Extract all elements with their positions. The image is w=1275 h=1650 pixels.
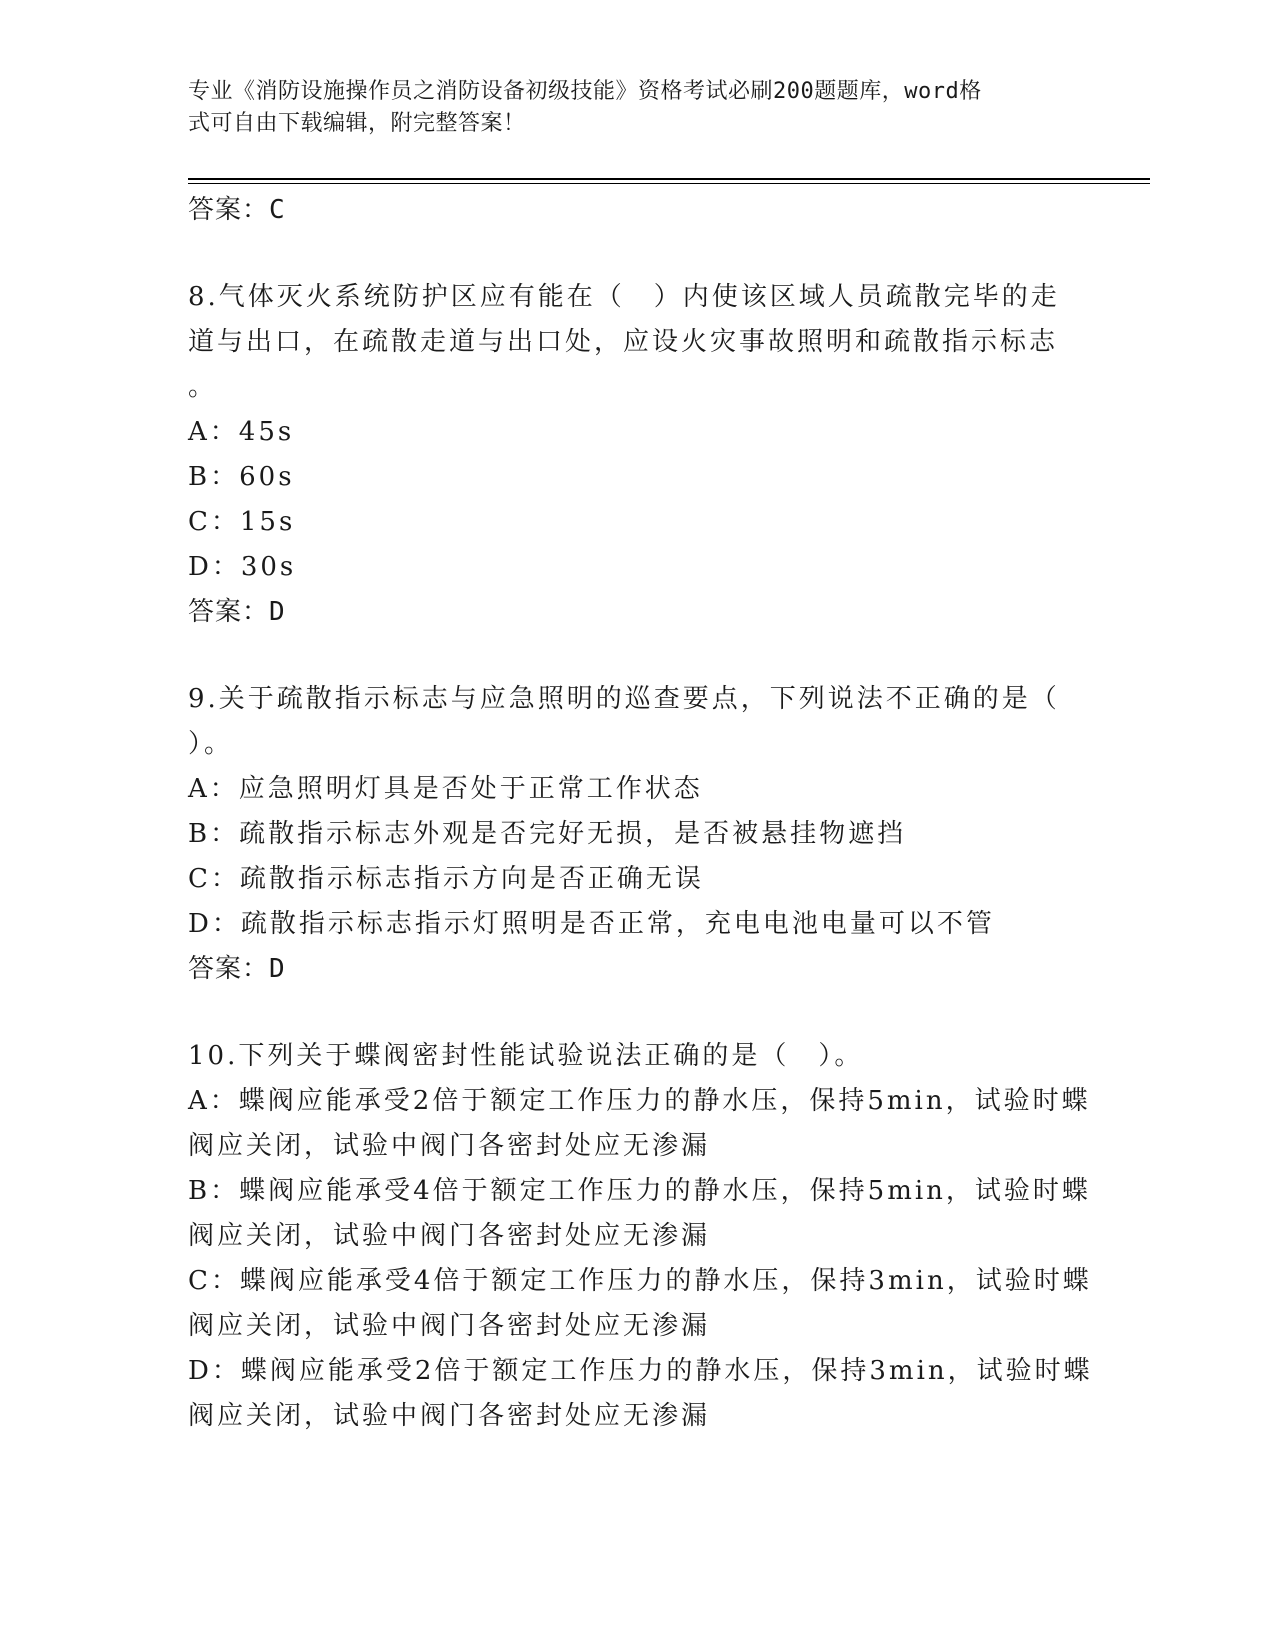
q8-stem-line-2: 道与出口，在疏散走道与出口处，应设火灾事故照明和疏散指示标志 [188,327,1059,357]
q10-stem-line-1: 10.下列关于蝶阀密封性能试验说法正确的是（ ）。 [188,1041,864,1071]
q9-option-b: B：疏散指示标志外观是否完好无损，是否被悬挂物遮挡 [188,819,907,849]
document-header [188,76,1088,140]
question-10 [188,1034,1093,1439]
q8-option-a: A：45s [188,417,295,447]
header-divider-thick [188,178,1150,180]
question-8 [188,275,1088,635]
q8-option-b: B：60s [188,462,295,492]
q10-option-c-line-2: 阀应关闭，试验中阀门各密封处应无渗漏 [188,1311,711,1341]
q10-option-c-line-1: C：蝶阀应能承受4倍于额定工作压力的静水压，保持3min，试验时蝶 [188,1266,1092,1296]
q9-answer: 答案：D [188,954,286,984]
q9-option-d: D：疏散指示标志指示灯照明是否正常，充电电池电量可以不管 [188,909,995,939]
header-divider-thin [188,183,1150,184]
q10-option-b-line-2: 阀应关闭，试验中阀门各密封处应无渗漏 [188,1221,711,1251]
spacer [188,635,1088,677]
q10-option-a-line-1: A：蝶阀应能承受2倍于额定工作压力的静水压，保持5min，试验时蝶 [188,1086,1091,1116]
header-line-2: 式可自由下载编辑，附完整答案！ [188,111,526,136]
q10-option-a-line-2: 阀应关闭，试验中阀门各密封处应无渗漏 [188,1131,711,1161]
q8-option-d: D：30s [188,552,297,582]
q9-option-c: C：疏散指示标志指示方向是否正确无误 [188,864,704,894]
q9-option-a: A：应急照明灯具是否处于正常工作状态 [188,774,703,804]
q10-option-b-line-1: B：蝶阀应能承受4倍于额定工作压力的静水压，保持5min，试验时蝶 [188,1176,1091,1206]
header-line-1: 专业《消防设施操作员之消防设备初级技能》资格考试必刷200题题库，word格 [188,79,982,104]
q10-option-d-line-2: 阀应关闭，试验中阀门各密封处应无渗漏 [188,1401,711,1431]
q8-stem-line-3: 。 [188,372,218,402]
q9-stem-line-2: ）。 [188,729,234,759]
q7-answer: 答案：C [188,195,286,225]
q8-stem-line-1: 8.气体灭火系统防护区应有能在（ ）内使该区域人员疏散完毕的走 [188,282,1060,312]
q10-option-d-line-1: D：蝶阀应能承受2倍于额定工作压力的静水压，保持3min，试验时蝶 [188,1356,1093,1386]
document-body [188,188,1093,1439]
q8-option-c: C：15s [188,507,296,537]
question-9 [188,677,1088,992]
spacer [188,233,1088,275]
spacer [188,992,1088,1034]
q9-stem-line-1: 9.关于疏散指示标志与应急照明的巡查要点，下列说法不正确的是（ [188,684,1060,714]
q8-answer: 答案：D [188,597,286,627]
